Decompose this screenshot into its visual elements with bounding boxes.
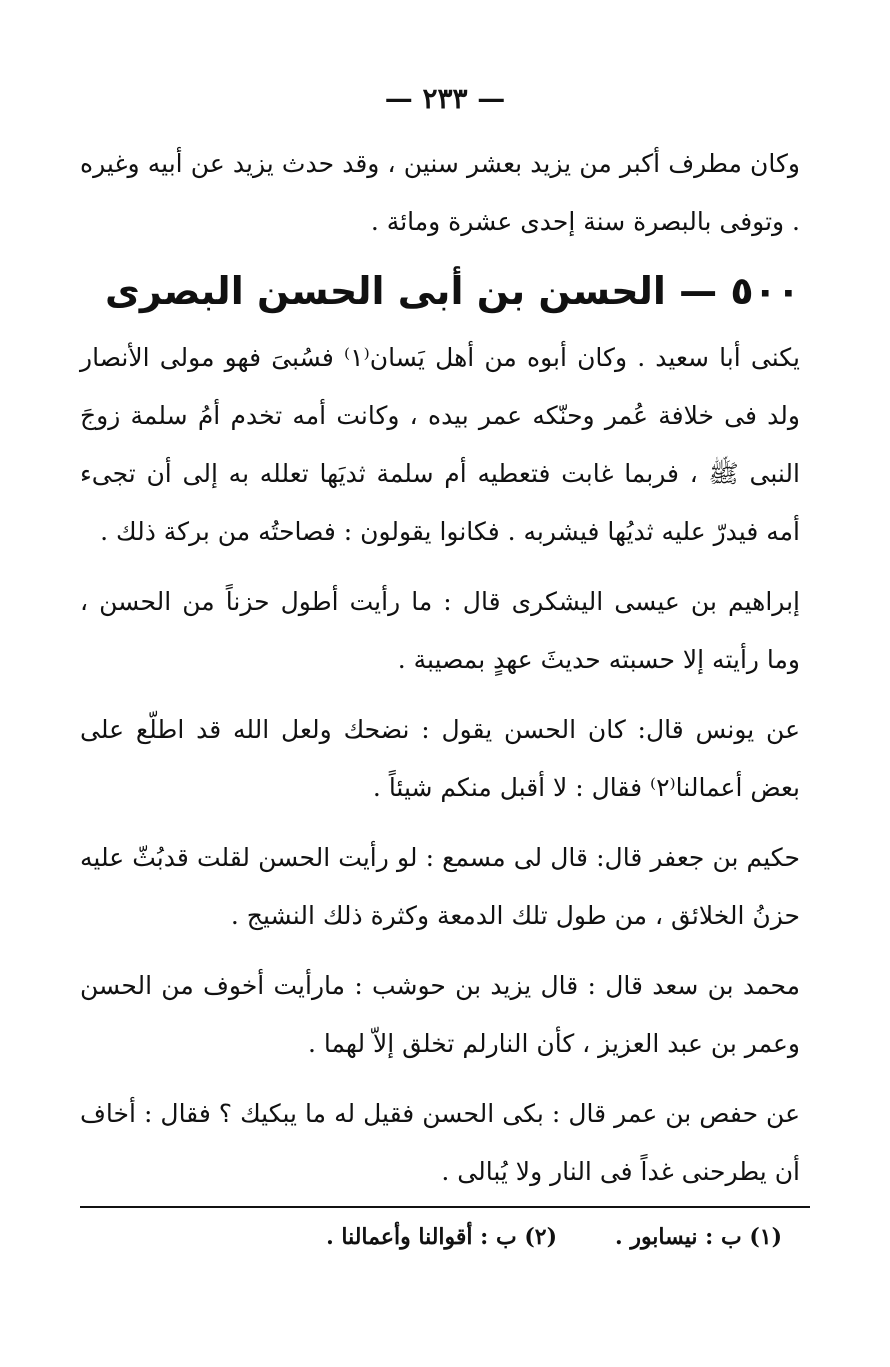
biography-paragraph: يكنى أبا سعيد . وكان أبوه من أهل يَسان⁽١⁾ فسُبىَ فهو مولى الأنصار ولد فى خلافة عُمر وحنّكه عمر بيده ، وكانت أمه تخدم أمُ سلمة زوجَ النبى ﷺ ، فربما غابت فتعطيه أم سلمة ثديَها تعلله به إلى أن تجىء أمه فيدرّ عليه ثديُها فيشربه . فكانوا يقولون : فصاحتُه من بركة ذلك . — [80, 343, 800, 546]
narration-hafs-paragraph: عن حفص بن عمر قال : بكى الحسن فقيل له ما يبكيك ؟ فقال : أخاف أن يطرحنى غداً فى النار ولا يُبالى . — [80, 1099, 800, 1186]
footnote-1: (١) ب : نيسابور . — [615, 1224, 782, 1250]
main-text — [80, 135, 800, 1213]
narration-yunus-paragraph: عن يونس قال: كان الحسن يقول : نضحك ولعل الله قد اطلّع على بعض أعمالنا⁽٢⁾ فقال : لا أقبل منكم شيئاً . — [80, 715, 800, 802]
narration-hakim-paragraph: حكيم بن جعفر قال: قال لى مسمع : لو رأيت الحسن لقلت قدبُثّ عليه حزنُ الخلائق ، من طول تلك الدمعة وكثرة ذلك النشيج . — [80, 843, 800, 930]
narration-ibrahim-paragraph: إبراهيم بن عيسى اليشكرى قال : ما رأيت أطول حزناً من الحسن ، وما رأيته إلا حسبته حديثَ عهدٍ بمصيبة . — [80, 587, 800, 674]
page-number: — ٢٣٣ — — [384, 82, 506, 115]
entry-heading: ٥٠٠ — الحسن بن أبى الحسن البصرى — [105, 269, 800, 313]
footnotes — [82, 1222, 782, 1252]
footnote-divider — [80, 1206, 810, 1208]
continued-paragraph: وكان مطرف أكبر من يزيد بعشر سنين ، وقد حدث يزيد عن أبيه وغيره . وتوفى بالبصرة سنة إحدى عشرة ومائة . — [80, 149, 800, 236]
footnote-2: (٢) ب : أقوالنا وأعمالنا . — [326, 1224, 557, 1250]
narration-muhammad-paragraph: محمد بن سعد قال : قال يزيد بن حوشب : مارأيت أخوف من الحسن وعمر بن عبد العزيز ، كأن النارلم تخلق إلاّ لهما . — [80, 971, 800, 1058]
